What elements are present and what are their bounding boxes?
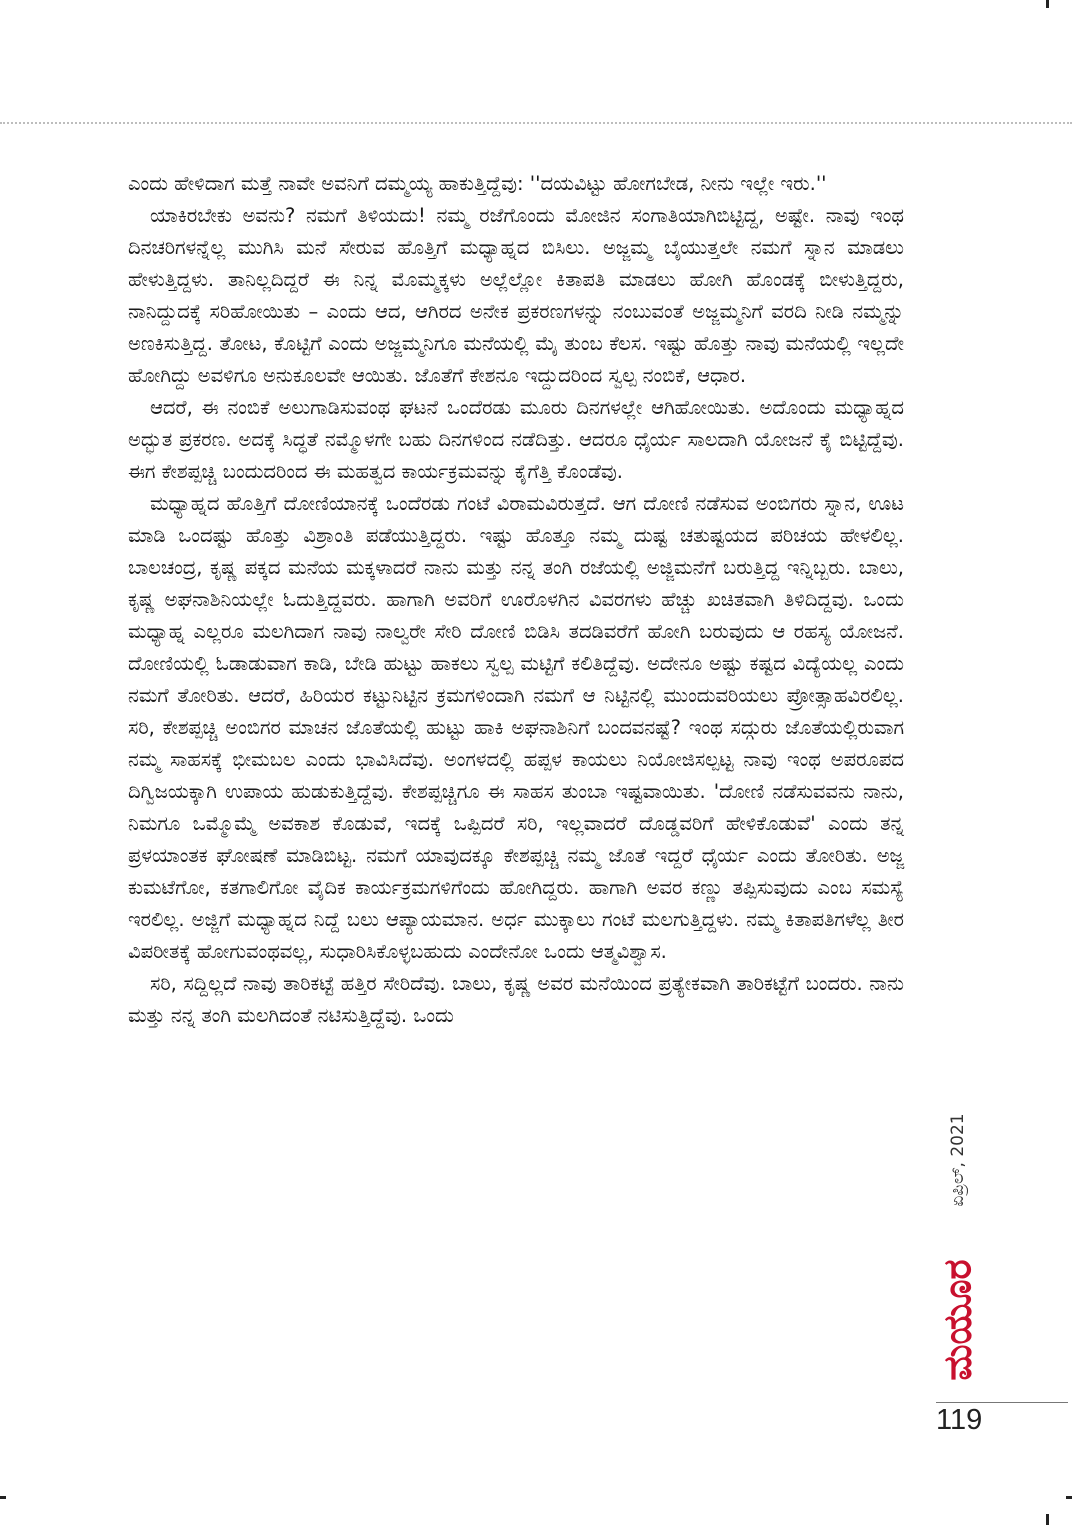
paragraph: ಯಾಕಿರಬೇಕು ಅವನು? ನಮಗೆ ತಿಳಿಯದು! ನಮ್ಮ ರಜೆಗೊಂದು ಮೋಜಿನ ಸಂಗಾತಿಯಾಗಿಬಿಟ್ಟಿದ್ದ, ಅಷ್ಟೇ. ನಾವು ಇಂಥ ದಿನಚರಿಗಳನ್ನೆಲ್ಲ ಮುಗಿಸಿ ಮನೆ ಸೇರುವ ಹೊತ್ತಿಗೆ ಮಧ್ಯಾಹ್ನದ ಬಿಸಿಲು. ಅಜ್ಜಮ್ಮ ಬೈಯುತ್ತಲೇ ನಮಗೆ ಸ್ನಾನ ಮಾಡಲು ಹೇಳುತ್ತಿದ್ದಳು. ತಾನಿಲ್ಲದಿದ್ದರೆ ಈ ನಿನ್ನ ಮೊಮ್ಮಕ್ಕಳು ಅಲ್ಲೆಲ್ಲೋ ಕಿತಾಪತಿ ಮಾಡಲು ಹೋಗಿ ಹೊಂಡಕ್ಕೆ ಬೀಳುತ್ತಿದ್ದರು, ನಾನಿದ್ದುದಕ್ಕೆ ಸರಿಹೋಯಿತು – ಎಂದು ಆದ, ಆಗಿರದ ಅನೇಕ ಪ್ರಕರಣಗಳನ್ನು ನಂಬುವಂತೆ ಅಜ್ಜಮ್ಮನಿಗೆ ವರದಿ ನೀಡಿ ನಮ್ಮನ್ನು ಅಣಕಿಸುತ್ತಿದ್ದ. ತೋಟ, ಕೊಟ್ಟಿಗೆ ಎಂದು ಅಜ್ಜಮ್ಮನಿಗೂ ಮನೆಯಲ್ಲಿ ಮೈ ತುಂಬ ಕೆಲಸ. ಇಷ್ಟು ಹೊತ್ತು ನಾವು ಮನೆಯಲ್ಲಿ ಇಲ್ಲದೇ ಹೋಗಿದ್ದು ಅವಳಿಗೂ ಅನುಕೂಲವೇ ಆಯಿತು. ಜೊತೆಗೆ ಕೇಶನೂ ಇದ್ದುದರಿಂದ ಸ್ವಲ್ಪ ನಂಬಿಕೆ, ಆಧಾರ. [128, 204, 904, 387]
paragraph: ಆದರೆ, ಈ ನಂಬಿಕೆ ಅಲುಗಾಡಿಸುವಂಥ ಘಟನೆ ಒಂದೆರಡು ಮೂರು ದಿನಗಳಲ್ಲೇ ಆಗಿಹೋಯಿತು. ಅದೊಂದು ಮಧ್ಯಾಹ್ನದ ಅದ್ಭುತ ಪ್ರಕರಣ. ಅದಕ್ಕೆ ಸಿದ್ಧತೆ ನಮ್ಮೊಳಗೇ ಬಹು ದಿನಗಳಿಂದ ನಡೆದಿತ್ತು. ಆದರೂ ಧೈರ್ಯ ಸಾಲದಾಗಿ ಯೋಜನೆ ಕೈ ಬಿಟ್ಟಿದ್ದೆವು. ಈಗ ಕೇಶಪ್ಪಚ್ಚಿ ಬಂದುದರಿಂದ ಈ ಮಹತ್ವದ ಕಾರ್ಯಕ್ರಮವನ್ನು ಕೈಗೆತ್ತಿ ಕೊಂಡೆವು. [128, 396, 904, 483]
crop-mark-top-right [1046, 0, 1049, 8]
crop-mark-bottom-right [1066, 1496, 1072, 1499]
header-dotted-rule [0, 122, 1072, 124]
paragraph: ಎಂದು ಹೇಳಿದಾಗ ಮತ್ತೆ ನಾವೇ ಅವನಿಗೆ ದಮ್ಮಯ್ಯ ಹಾಕುತ್ತಿದ್ದೆವು: ''ದಯವಿಟ್ಟು ಹೋಗಬೇಡ, ನೀನು ಇಲ್ಲೇ ಇರು.'' [128, 172, 827, 195]
paragraph: ಸರಿ, ಸದ್ದಿಲ್ಲದೆ ನಾವು ತಾರಿಕಟ್ಟೆ ಹತ್ತಿರ ಸೇರಿದೆವು. ಬಾಲು, ಕೃಷ್ಣ ಅವರ ಮನೆಯಿಂದ ಪ್ರತ್ಯೇಕವಾಗಿ ತಾರಿಕಟ್ಟೆಗೆ ಬಂದರು. ನಾನು ಮತ್ತು ನನ್ನ ತಂಗಿ ಮಲಗಿದಂತೆ ನಟಿಸುತ್ತಿದ್ದೆವು. ಒಂದು [128, 972, 904, 1027]
issue-date: ಏಪ್ರಿಲ್, 2021 [948, 1113, 968, 1207]
article-body [128, 168, 904, 1032]
crop-mark-bottom-right-vertical [1046, 1514, 1049, 1525]
paragraph: ಮಧ್ಯಾಹ್ನದ ಹೊತ್ತಿಗೆ ದೋಣಿಯಾನಕ್ಕೆ ಒಂದೆರಡು ಗಂಟೆ ವಿರಾಮವಿರುತ್ತದೆ. ಆಗ ದೋಣಿ ನಡೆಸುವ ಅಂಬಿಗರು ಸ್ನಾನ, ಊಟ ಮಾಡಿ ಒಂದಷ್ಟು ಹೊತ್ತು ವಿಶ್ರಾಂತಿ ಪಡೆಯುತ್ತಿದ್ದರು. ಇಷ್ಟು ಹೊತ್ತೂ ನಮ್ಮ ದುಷ್ಟ ಚತುಷ್ಟಯದ ಪರಿಚಯ ಹೇಳಲಿಲ್ಲ. ಬಾಲಚಂದ್ರ, ಕೃಷ್ಣ ಪಕ್ಕದ ಮನೆಯ ಮಕ್ಕಳಾದರೆ ನಾನು ಮತ್ತು ನನ್ನ ತಂಗಿ ರಜೆಯಲ್ಲಿ ಅಜ್ಜಿಮನೆಗೆ ಬರುತ್ತಿದ್ದ ಇನ್ನಿಬ್ಬರು. ಬಾಲು, ಕೃಷ್ಣ ಅಘನಾಶಿನಿಯಲ್ಲೇ ಓದುತ್ತಿದ್ದವರು. ಹಾಗಾಗಿ ಅವರಿಗೆ ಊರೊಳಗಿನ ವಿವರಗಳು ಹೆಚ್ಚು ಖಚಿತವಾಗಿ ತಿಳಿದಿದ್ದವು. ಒಂದು ಮಧ್ಯಾಹ್ನ ಎಲ್ಲರೂ ಮಲಗಿದಾಗ ನಾವು ನಾಲ್ವರೇ ಸೇರಿ ದೋಣಿ ಬಿಡಿಸಿ ತದಡಿವರೆಗೆ ಹೋಗಿ ಬರುವುದು ಆ ರಹಸ್ಯ ಯೋಜನೆ. ದೋಣಿಯಲ್ಲಿ ಓಡಾಡುವಾಗ ಕಾಡಿ, ಬೇಡಿ ಹುಟ್ಟು ಹಾಕಲು ಸ್ವಲ್ಪ ಮಟ್ಟಿಗೆ ಕಲಿತಿದ್ದೆವು. ಅದೇನೂ ಅಷ್ಟು ಕಷ್ಟದ ವಿದ್ಯೆಯಲ್ಲ ಎಂದು ನಮಗೆ ತೋರಿತು. ಆದರೆ, ಹಿರಿಯರ ಕಟ್ಟುನಿಟ್ಟಿನ ಕ್ರಮಗಳಿಂದಾಗಿ ನಮಗೆ ಆ ನಿಟ್ಟಿನಲ್ಲಿ ಮುಂದುವರಿಯಲು ಪ್ರೋತ್ಸಾಹವಿರಲಿಲ್ಲ. ಸರಿ, ಕೇಶಪ್ಪಚ್ಚಿ ಅಂಬಿಗರ ಮಾಚನ ಜೊತೆಯಲ್ಲಿ ಹುಟ್ಟು ಹಾಕಿ ಅಘನಾಶಿನಿಗೆ ಬಂದವನಷ್ಟೆ? ಇಂಥ ಸದ್ಗುರು ಜೊತೆಯಲ್ಲಿರುವಾಗ ನಮ್ಮ ಸಾಹಸಕ್ಕೆ ಭೀಮಬಲ ಎಂದು ಭಾವಿಸಿದೆವು. ಅಂಗಳದಲ್ಲಿ ಹಪ್ಪಳ ಕಾಯಲು ನಿಯೋಜಿಸಲ್ಪಟ್ಟ ನಾವು ಇಂಥ ಅಪರೂಪದ ದಿಗ್ವಿಜಯಕ್ಕಾಗಿ ಉಪಾಯ ಹುಡುಕುತ್ತಿದ್ದೆವು. ಕೇಶಪ್ಪಚ್ಚಿಗೂ ಈ ಸಾಹಸ ತುಂಬಾ ಇಷ್ಟವಾಯಿತು. 'ದೋಣಿ ನಡೆಸುವವನು ನಾನು, ನಿಮಗೂ ಒಮ್ಮೊಮ್ಮೆ ಅವಕಾಶ ಕೊಡುವೆ, ಇದಕ್ಕೆ ಒಪ್ಪಿದರೆ ಸರಿ, ಇಲ್ಲವಾದರೆ ದೊಡ್ಡವರಿಗೆ ಹೇಳಿಕೊಡುವೆ' ಎಂದು ತನ್ನ ಪ್ರಳಯಾಂತಕ ಘೋಷಣೆ ಮಾಡಿಬಿಟ್ಟ. ನಮಗೆ ಯಾವುದಕ್ಕೂ ಕೇಶಪ್ಪಚ್ಚಿ ನಮ್ಮ ಜೊತೆ ಇದ್ದರೆ ಧೈರ್ಯ ಎಂದು ತೋರಿತು. ಅಜ್ಜ ಕುಮಟೆಗೋ, ಕತಗಾಲಿಗೋ ವೈದಿಕ ಕಾರ್ಯಕ್ರಮಗಳಿಗೆಂದು ಹೋಗಿದ್ದರು. ಹಾಗಾಗಿ ಅವರ ಕಣ್ಣು ತಪ್ಪಿಸುವುದು ಎಂಬ ಸಮಸ್ಯೆ ಇರಲಿಲ್ಲ. ಅಜ್ಜಿಗೆ ಮಧ್ಯಾಹ್ನದ ನಿದ್ದೆ ಬಲು ಆಪ್ಯಾಯಮಾನ. ಅರ್ಧ ಮುಕ್ಕಾಲು ಗಂಟೆ ಮಲಗುತ್ತಿದ್ದಳು. ನಮ್ಮ ಕಿತಾಪತಿಗಳೆಲ್ಲ ತೀರ ವಿಪರೀತಕ್ಕೆ ಹೋಗುವಂಥವಲ್ಲ, ಸುಧಾರಿಸಿಕೊಳ್ಳಬಹುದು ಎಂದೇನೋ ಒಂದು ಆತ್ಮವಿಶ್ವಾಸ. [128, 492, 904, 963]
magazine-logo: ಮಯೂರ [935, 1259, 980, 1381]
crop-mark-bottom-left [0, 1496, 6, 1499]
page-number-rule [936, 1402, 1068, 1403]
page-number: 119 [936, 1404, 983, 1436]
